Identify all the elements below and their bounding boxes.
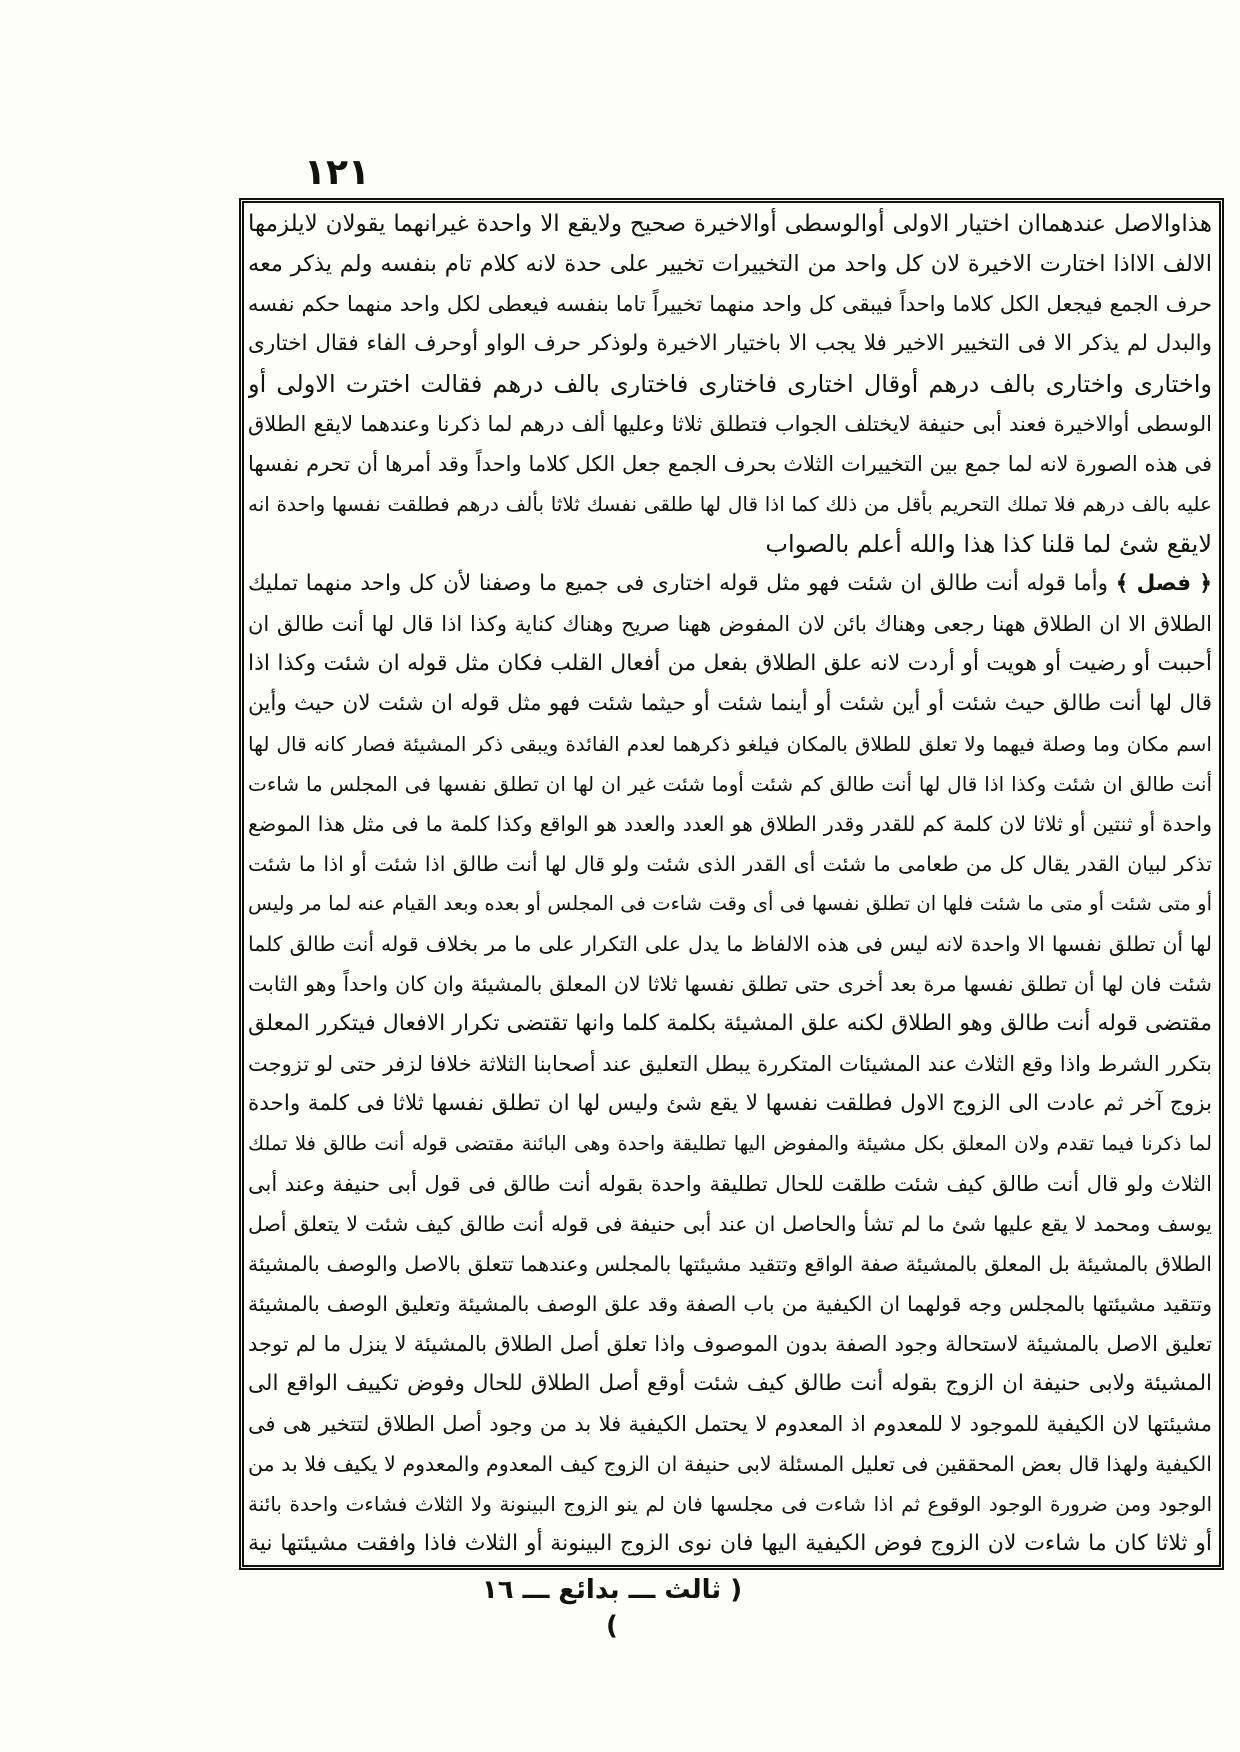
text-line: لها أن تطلق نفسها الا واحدة لانه ليس فى هذه الالفاظ ما يدل على التكرار على ما مر بخلاف قوله أنت طالق كلما: [248, 932, 1212, 956]
text-line: الوسطى أوالاخيرة فعند أبى حنيفة لايختلف الجواب فتطلق ثلاثا وعليها ألف درهم لما ذكرنا وعندهما لايقع الطلاق: [248, 412, 1212, 436]
text-frame: [239, 198, 1224, 1570]
page-number: ١٢١: [304, 152, 370, 193]
text-line: وتتقيد مشيئتها بالمجلس وجه قولهما ان الكيفية من باب الصفة وقد علق الوصف بالمشيئة وتعليق الوصف بالمشيئة: [248, 1292, 1212, 1316]
text-line: الثلاث ولو قال أنت طالق كيف شئت طلقت للحال تطليقة واحدة بقوله أنت طالق فى قول أبى حنيفة وعند أبى: [248, 1172, 1212, 1196]
text-line: واختارى واختارى بالف درهم أوقال اختارى فاختارى فاختارى بالف درهم فقالت اخترت الاولى أو: [248, 370, 1212, 398]
text-line: مشيئتها لان الكيفية للموجود لا للمعدوم اذ المعدوم لا يحتمل الكيفية فلا بد من وجود أصل الطلاق لتتخير هى فى: [248, 1412, 1212, 1436]
text-line: المشيئة ولابى حنيفة ان الزوج بقوله أنت طالق كيف شئت أوقع أصل الطلاق للحال وفوض تكييف الواقع الى: [248, 1371, 1212, 1396]
section-heading: ﴿ فصل ﴾: [1115, 571, 1212, 596]
text-line: هذاوالاصل عندهماان اختيار الاولى أوالوسطى أوالاخيرة صحيح ولايقع الا واحدة غيرانهما يقولان لايلزمها: [248, 211, 1212, 237]
section-start-line: [248, 564, 1212, 604]
text-line: مقتضى قوله أنت طالق وهو الطلاق لكنه علق المشيئة بكلمة كلما وانها تقتضى تكرار الافعال فيتكرر المعلق: [248, 1011, 1212, 1036]
paragraph-end-line: لايقع شئ لما قلنا كذا هذا والله أعلم بالصواب: [765, 530, 1212, 558]
signature-mark: ( ثالث ـــ بدائع ـــ ١٦ ): [481, 1575, 743, 1641]
text-line: أنت طالق ان شئت وكذا اذا قال لها أنت طالق كم شئت أوما شئت غير ان لها ان تطلق نفسها فى المجلس ما شاءت: [248, 772, 1212, 796]
text-line: حرف الجمع فيجعل الكل كلاما واحداً فيبقى كل واحد منهما تخييراً تاما بنفسه فيعطى لكل واحد منهما حكم نفسه: [248, 292, 1212, 316]
text-line: بتكرر الشرط واذا وقع الثلاث عند المشيئات المتكررة يبطل التعليق عند أصحابنا الثلاثة خلافا لزفر حتى لو تزوجت: [248, 1052, 1212, 1076]
text-line: قال لها أنت طالق حيث شئت أو أين شئت أو أينما شئت أو حيثما شئت فهو مثل قوله ان شئت لان حيث وأين: [248, 691, 1212, 716]
text-line: الوجود ومن ضرورة الوجود الوقوع ثم اذا شاءت فى مجلسها فان لم ينو الزوج البينونة ولا الثلاث فشاءت واحدة بائنة: [248, 1492, 1212, 1516]
text-line: تذكر لبيان القدر يقال كل من طعامى ما شئت أى القدر الذى شئت ولو قال لها أنت طالق اذا شئت أو اذا ما شئت: [248, 852, 1212, 876]
text-line: الكيفية ولهذا قال بعض المحققين فى تعليل المسئلة لابى حنيفة ان الزوج كيف المعدوم والمعدوم لا يكيف فلا بد من: [248, 1452, 1212, 1476]
section-first-text: وأما قوله أنت طالق ان شئت فهو مثل قوله اختارى فى جميع ما وصفنا لأن كل واحد منهما تمليك: [248, 571, 1109, 596]
text-line: يوسف ومحمد لا يقع عليها شئ ما لم تشأ والحاصل ان عند أبى حنيفة فى قوله أنت طالق كيف شئت لا يتعلق أصل: [248, 1212, 1212, 1236]
text-line: أحببت أو رضيت أو هويت أو أردت لانه علق الطلاق بفعل من أفعال القلب فكان مثل قوله ان شئت وكذا اذا: [248, 651, 1212, 676]
text-line: الالف الااذا اختارت الاخيرة لان كل واحد من التخييرات تخيير على حدة لانه كلام تام بنفسه ولم يذكر معه: [248, 251, 1212, 277]
text-line: بزوج آخر ثم عادت الى الزوج الاول فطلقت نفسها لا يقع شئ وليس لها ان تطلق نفسها ثلاثا فى كلمة واحدة: [248, 1091, 1212, 1116]
text-line: لما ذكرنا فيما تقدم ولان المعلق بكل مشيئة والمفوض اليها تطليقة واحدة وهى البائنة مقتضى قوله أنت طالق فلا تملك: [248, 1132, 1212, 1155]
text-line: اسم مكان وما وصلة فيهما ولا تعلق للطلاق بالمكان فيلغو ذكرهما لعدم الفائدة ويبقى ذكر المشيئة فصار كانه قال لها: [248, 732, 1212, 756]
text-line: الطلاق الا ان الطلاق ههنا رجعى وهناك بائن لان المفوض ههنا صريح وهناك كناية وكذا اذا قال لها أنت طالق ان: [248, 612, 1212, 636]
text-line: واحدة أو ثنتين أو ثلاثا لان كلمة كم للقدر وقدر الطلاق هو العدد والعدد هو الواقع وكذا كلمة ما فى مثل هذا الموضع: [248, 812, 1212, 836]
text-line: أو ثلاثا كان ما شاءت لان الزوج فوض الكيفية اليها فان نوى الزوج البينونة أو الثلاث فاذا وافقت مشيئتها نية: [248, 1531, 1212, 1556]
text-line: شئت فان لها أن تطلق نفسها مرة بعد أخرى حتى تطلق نفسها ثلاثا لان المعلق بالمشيئة وان كان واحداً وهو الثابت: [248, 972, 1212, 996]
text-line: تعليق الاصل بالمشيئة لاستحالة وجود الصفة بدون الموصوف واذا تعلق أصل الطلاق بالمشيئة لا ينزل ما لم توجد: [248, 1332, 1212, 1356]
text-line: فى هذه الصورة لانه لما جمع بين التخييرات الثلاث بحرف الجمع جعل الكل كلاما واحداً وقد أمرها أن تحرم نفسها: [248, 452, 1212, 476]
text-line: أو متى شئت أو متى ما شئت فلها ان تطلق نفسها فى أى وقت شاءت فى المجلس أو بعده وبعد القيام عنه لما مر وليس: [248, 892, 1212, 915]
text-line: الطلاق بالمشيئة بل المعلق بالمشيئة صفة الواقع وتتقيد مشيئتها بالمجلس وعندهما تتعلق بالاصل والوصف بالمشيئة: [248, 1252, 1212, 1276]
text-line: عليه بالف درهم فلا تملك التحريم بأقل من ذلك كما اذا قال لها طلقى نفسك ثلاثا بألف درهم فطلقت نفسها واحدة انه: [248, 492, 1212, 516]
text-line: والبدل لم يذكر الا فى التخيير الاخير فلا يجب الا باختيار الاخيرة ولوذكر حرف الواو أوحرف الفاء فقال اختارى: [248, 331, 1212, 356]
